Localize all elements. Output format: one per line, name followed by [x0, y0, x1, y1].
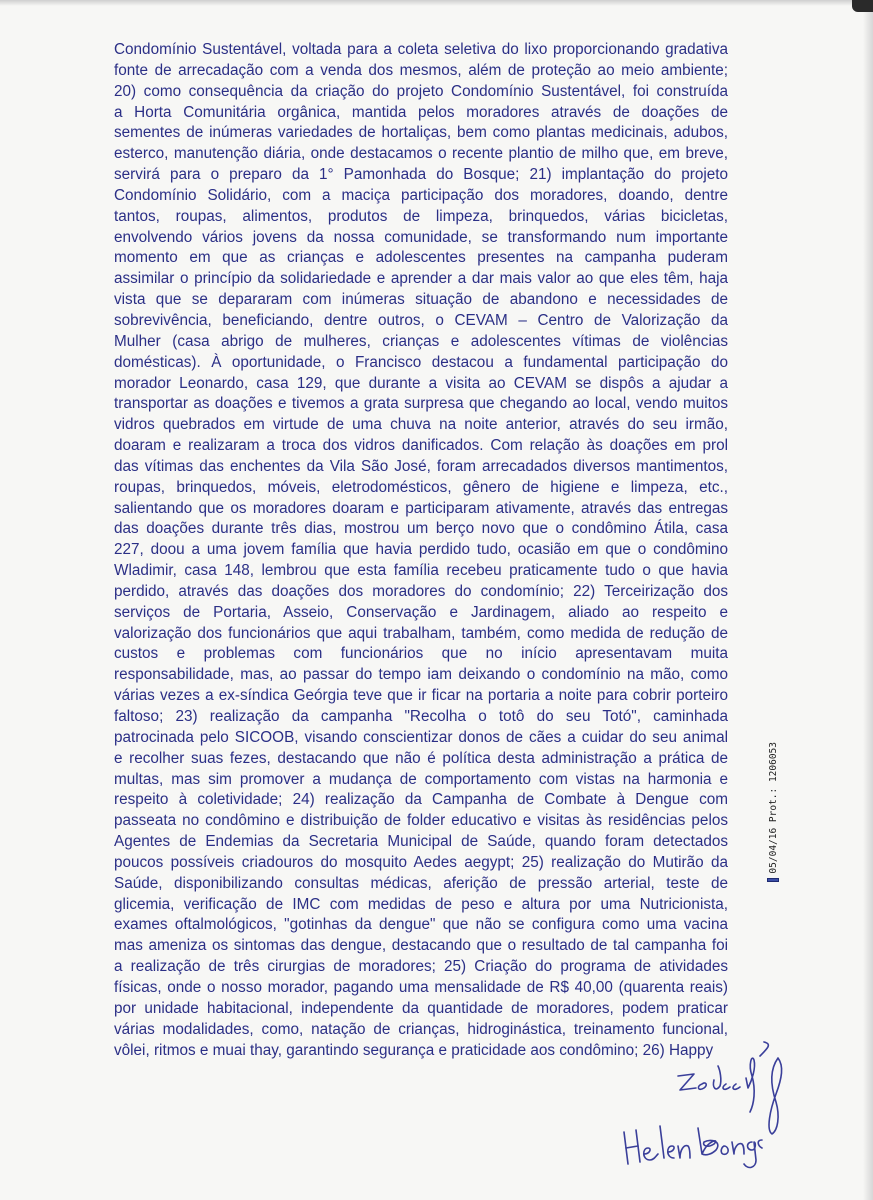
text-line: sobrevivência, beneficiando, dentre outros, o CEVAM – Centro de Valorização da [114, 311, 728, 329]
text-line: a realização de três cirurgias de moradores; 25) Criação do programa de atividades [114, 958, 728, 976]
text-line: custos e problemas com funcionários que no início apresentavam muita [114, 645, 728, 663]
text-line: sementes de inúmeras variedades de hortaliças, bem como plantas medicinais, adubos, [114, 124, 728, 142]
text-line: várias modalidades, como, natação de crianças, hidroginástica, treinamento funcional, [114, 1020, 728, 1038]
text-line: Wladimir, casa 148, lembrou que esta família recebeu praticamente tudo o que havia [114, 562, 728, 580]
protocol-stamp [758, 742, 788, 882]
text-line: Condomínio Sustentável, voltada para a coleta seletiva do lixo proporcionando gradativa [114, 41, 728, 58]
text-line: faltoso; 23) realização da campanha "Recolha o totô do seu Totó", caminhada [114, 708, 728, 725]
text-line: salientando que os moradores doaram e participaram ativamente, através das entregas [114, 499, 728, 517]
text-line: servirá para o preparo da 1° Pamonhada do Bosque; 21) implantação do projeto [114, 166, 728, 184]
text-line: assimilar o princípio da solidariedade e aprender a dar mais valor ao que eles têm, haja [114, 270, 728, 288]
text-line: serviços de Portaria, Asseio, Conservação e Jardinagem, aliado ao respeito e [114, 603, 728, 621]
text-line: doaram e realizaram a troca dos vidros danificados. Com relação às doações em prol [114, 437, 728, 455]
text-line: valorização dos funcionários que aqui trabalham, também, como medida de redução de [114, 624, 728, 642]
text-line: vôlei, ritmos e muai thay, garantindo segurança e praticidade aos condômino; 26) Happy [114, 1041, 714, 1059]
text-line: mas ameniza os sintomas das dengue, destacando que o resultado de tal campanha foi [114, 937, 728, 955]
text-line: 20) como consequência da criação do projeto Condomínio Sustentável, foi construída [114, 82, 728, 100]
text-line: esterco, manutenção diária, onde destacamos o recente plantio de milho que, em breve, [114, 145, 728, 163]
text-line: roupas, brinquedos, móveis, eletrodomésticos, gênero de higiene e limpeza, etc., [114, 478, 728, 496]
text-line: vista que se depararam com inúmeras situação de abandono e necessidades de [114, 291, 728, 309]
stamp-text: 05/04/16 Prot.: 1206053 [767, 742, 779, 874]
text-line: multas, mas sim promover a mudança de comportamento com vistas na harmonia e [114, 770, 728, 788]
text-line: glicemia, verificação de IMC com medidas de peso e altura por uma Nutricionista, [114, 895, 728, 913]
text-line: a Horta Comunitária orgânica, mantida pelos moradores através de doações de [114, 103, 728, 121]
text-line: responsabilidade, mas, ao passar do tempo iam deixando o condomínio na mão, como [114, 666, 728, 684]
text-line: momento em que as crianças e adolescentes presentes na campanha puderam [114, 249, 728, 267]
text-line: poucos possíveis criadouros do mosquito Aedes aegypt; 25) realização do Mutirão da [114, 853, 728, 871]
text-line: por unidade habitacional, independente da quantidade de moradores, podem praticar [114, 999, 728, 1017]
text-line: Agentes de Endemias da Secretaria Municipal de Saúde, quando foram detectados [114, 833, 728, 851]
text-line: Mulher (casa abrigo de mulheres, crianças e adolescentes vítimas de violências [114, 332, 728, 350]
text-line: e recolher suas fezes, destacando que não é política desta administração a prática de [114, 749, 728, 767]
stamp-logo-icon [767, 878, 779, 882]
text-line: vidros quebrados em virtude de uma chuva na noite anterior, através do seu irmão, [114, 416, 728, 434]
text-line: fonte de arrecadação com a venda dos mesmos, além de proteção ao meio ambiente; [114, 61, 728, 79]
text-line: transportar as doações e tivemos a grata surpresa que chegando ao local, vendo muitos [114, 395, 728, 413]
text-line: tantos, roupas, alimentos, produtos de limpeza, brinquedos, várias bicicletas, [114, 207, 728, 225]
text-line: passeata no condômino e distribuição de folder educativo e visitas às residências pelos [114, 812, 728, 830]
text-line: físicas, onde o nosso morador, pagando uma mensalidade de R$ 40,00 (quarenta reais) [114, 978, 728, 996]
text-line: envolvendo vários jovens da nossa comunidade, se transformando num importante [114, 228, 728, 246]
text-line: perdido, através das doações dos moradores do condomínio; 22) Terceirização dos [114, 582, 728, 600]
page-top-shadow [0, 0, 873, 6]
text-line: das doações durante três dias, mostrou um berço novo que o condômino Átila, casa [114, 520, 728, 538]
text-line: respeito à coletividade; 24) realização da Campanha de Combate à Dengue com [114, 791, 728, 809]
text-line: domésticas). À oportunidade, o Francisco destacou a fundamental participação do [114, 353, 728, 371]
text-line: das vítimas das enchentes da Vila São José, foram arrecadados diversos mantimentos, [114, 457, 728, 475]
text-line: Condomínio Solidário, com a maciça participação dos moradores, doando, dentre [114, 186, 728, 204]
scan-corner-mark [852, 0, 873, 12]
text-line: Saúde, disponibilizando consultas médicas, aferição de pressão arterial, teste de [114, 874, 728, 892]
text-line: 227, doou a uma jovem família que havia perdido tudo, ocasião em que o condômino [114, 541, 728, 559]
page-right-shadow [863, 0, 873, 1200]
text-line: patrocinada pelo SICOOB, visando conscientizar donos de cães a cuidar do seu animal [114, 728, 728, 746]
text-line: várias vezes a ex-síndica Geórgia teve que ir ficar na portaria a noite para cobrir porteiro [114, 687, 728, 705]
text-line: exames oftalmológicos, "gotinhas da dengue" que não se configura como uma vacina [114, 916, 728, 934]
document-body [114, 40, 728, 1061]
text-line: morador Leonardo, casa 129, que durante a visita ao CEVAM se dispôs a ajudar a [114, 374, 728, 392]
name-signature [616, 1110, 766, 1172]
